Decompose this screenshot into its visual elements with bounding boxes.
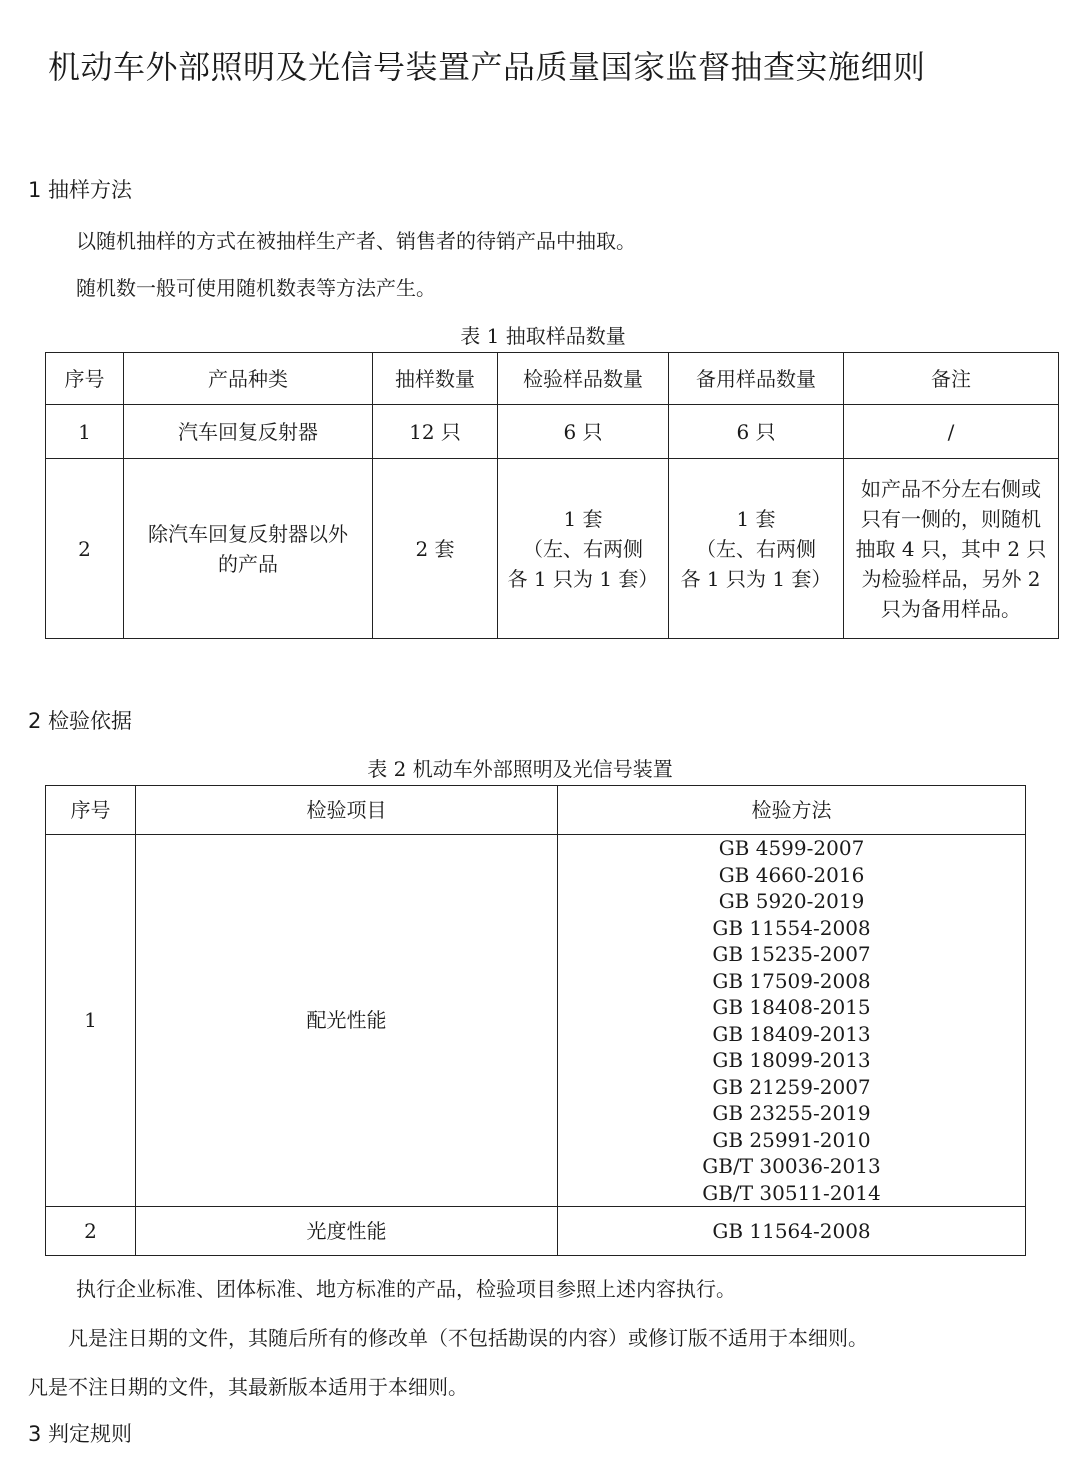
standard-code: GB 4660-2016 (718, 862, 865, 887)
cell-line: （左、右两侧 (696, 536, 816, 561)
table-row (46, 1207, 1026, 1256)
paragraph: 凡是注日期的文件，其随后所有的修改单（不包括勘误的内容）或修订版不适用于本细则。 (68, 1326, 868, 1350)
table-header-row (46, 786, 1026, 835)
cell-note: 如产品不分左右侧或只有一侧的，则随机抽取 4 只，其中 2 只为检验样品，另外 2 只为备用样品。 (844, 459, 1059, 639)
cell-line: 1 套 (736, 506, 776, 531)
header-cell: 序号 (46, 786, 136, 835)
header-cell: 备注 (844, 353, 1059, 405)
cell-no: 1 (46, 835, 136, 1207)
header-cell: 备用样品数量 (669, 353, 844, 405)
standard-code: GB 4599-2007 (718, 836, 865, 860)
table-caption: 表 1 抽取样品数量 (460, 324, 626, 348)
section-heading-judgement: 3 判定规则 (28, 1422, 133, 1446)
table-header-row (46, 353, 1059, 405)
header-cell: 检验项目 (136, 786, 558, 835)
standard-code: GB 5920-2019 (718, 889, 865, 913)
cell-no: 1 (46, 405, 124, 459)
cell-line: 1 套 (563, 506, 603, 531)
standard-code: GB 18099-2013 (712, 1048, 871, 1072)
standard-code: GB 17509-2008 (712, 968, 871, 993)
standard-code: GB 11554-2008 (712, 915, 871, 940)
table-caption: 表 2 机动车外部照明及光信号装置 (367, 757, 673, 781)
section-heading-basis: 2 检验依据 (28, 709, 133, 733)
cell-item: 配光性能 (136, 835, 558, 1207)
paragraph: 以随机抽样的方式在被抽样生产者、销售者的待销产品中抽取。 (76, 229, 636, 253)
header-cell: 序号 (46, 353, 124, 405)
paragraph: 执行企业标准、团体标准、地方标准的产品，检验项目参照上述内容执行。 (76, 1277, 736, 1301)
cell-spare-qty: 6 只 (669, 405, 844, 459)
cell-product: 除汽车回复反射器以外的产品 (124, 459, 373, 639)
cell-line: （左、右两侧 (523, 536, 643, 561)
standard-code: GB 18408-2015 (712, 995, 871, 1019)
standard-code: GB 15235-2007 (712, 942, 871, 966)
standard-code: GB 23255-2019 (712, 1101, 871, 1125)
cell-no: 2 (46, 459, 124, 639)
cell-item: 光度性能 (136, 1207, 558, 1256)
cell-sample-qty: 12 只 (373, 405, 498, 459)
paragraph: 随机数一般可使用随机数表等方法产生。 (76, 276, 436, 300)
standard-code: GB/T 30036-2013 (702, 1154, 881, 1178)
cell-methods: GB 11564-2008 (558, 1207, 1026, 1256)
paragraph: 凡是不注日期的文件，其最新版本适用于本细则。 (28, 1375, 468, 1399)
table-row (46, 459, 1059, 639)
cell-no: 2 (46, 1207, 136, 1256)
standard-code: GB 18409-2013 (712, 1021, 871, 1046)
cell-methods (558, 835, 1026, 1207)
cell-test-qty (498, 459, 669, 639)
standard-code: GB 25991-2010 (712, 1127, 871, 1152)
cell-line: 各 1 只为 1 套） (507, 566, 659, 591)
header-cell: 抽样数量 (373, 353, 498, 405)
sampling-table (45, 352, 1059, 639)
cell-sample-qty: 2 套 (373, 459, 498, 639)
cell-product: 汽车回复反射器 (124, 405, 373, 459)
cell-line: 各 1 只为 1 套） (680, 566, 832, 591)
header-cell: 检验样品数量 (498, 353, 669, 405)
table-row (46, 835, 1026, 1207)
document-title: 机动车外部照明及光信号装置产品质量国家监督抽查实施细则 (48, 48, 926, 86)
standard-code: GB 21259-2007 (712, 1074, 871, 1099)
table-row (46, 405, 1059, 459)
header-cell: 产品种类 (124, 353, 373, 405)
header-cell: 检验方法 (558, 786, 1026, 835)
standard-code: GB/T 30511-2014 (702, 1180, 881, 1205)
section-heading-sampling: 1 抽样方法 (28, 178, 133, 202)
cell-note: / (844, 405, 1059, 459)
cell-test-qty: 6 只 (498, 405, 669, 459)
cell-spare-qty (669, 459, 844, 639)
inspection-table (45, 785, 1026, 1256)
